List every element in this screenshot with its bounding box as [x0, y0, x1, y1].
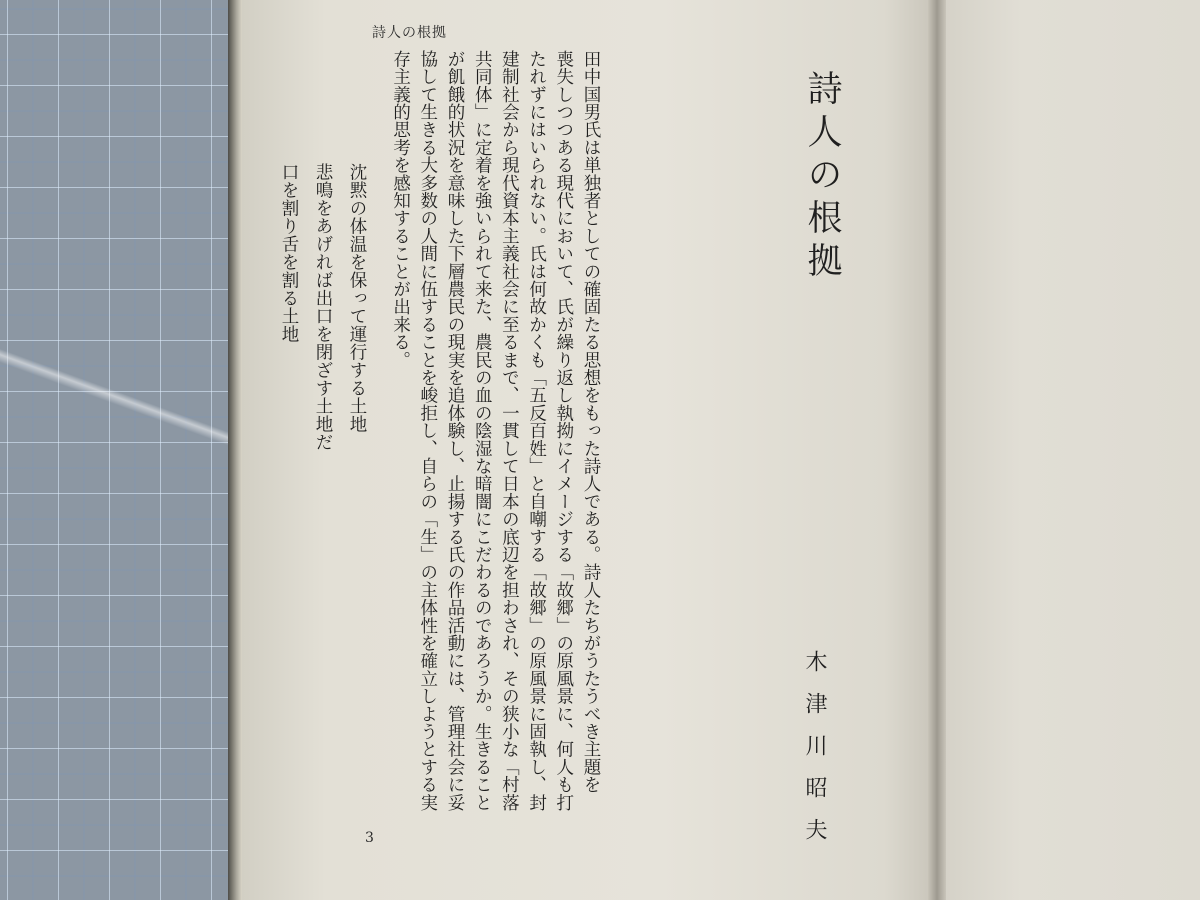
body-line: 協して生きる大多数の人間に伍することを峻拒し、自らの「生」の主体性を確立しようとする実 [417, 50, 438, 812]
page-number: 3 [365, 830, 374, 846]
body-line: 存主義的思考を感知することが出来る。 [390, 50, 411, 369]
poem-line: 口を割り舌を割る土地 [279, 163, 299, 343]
right-page [946, 0, 1200, 900]
body-line: 田中国男氏は単独者としての確固たる思想をもった詩人である。詩人たちがうたうべき主題を [581, 50, 601, 794]
body-line: が飢餓的状況を意味した下層農民の現実を追体験し、止揚する氏の作品活動には、管理社会に妥 [444, 50, 465, 812]
essay-body [386, 50, 604, 850]
body-line: たれずにはいられない。氏は何故かくも「五反百姓」と自嘲する「故郷」の原風景に固執し、封 [526, 50, 547, 812]
essay-title: 詩人の根拠 [802, 70, 842, 285]
book-gutter [928, 0, 946, 900]
author-name: 木津川昭夫 [802, 650, 827, 860]
quoted-poem [272, 163, 374, 451]
poem-line: 沈黙の体温を保って運行する土地 [347, 163, 367, 433]
book-spine-edge [228, 0, 242, 900]
poem-line: 悲鳴をあげれば出口を閉ざす土地だ [313, 163, 333, 451]
cutting-mat-background [0, 0, 232, 900]
body-line: 共同体」に定着を強いられて来た、農民の血の陰湿な暗闇にこだわるのであろうか。生きること [472, 50, 493, 812]
running-head: 詩人の根拠 [372, 25, 447, 41]
body-line: 喪失しつつある現代において、氏が繰り返し執拗にイメージする「故郷」の原風景に、何人も打 [553, 50, 574, 812]
body-line: 建制社会から現代資本主義社会に至るまで、一貫して日本の底辺を担わされ、その狭小な「村落 [499, 50, 520, 812]
